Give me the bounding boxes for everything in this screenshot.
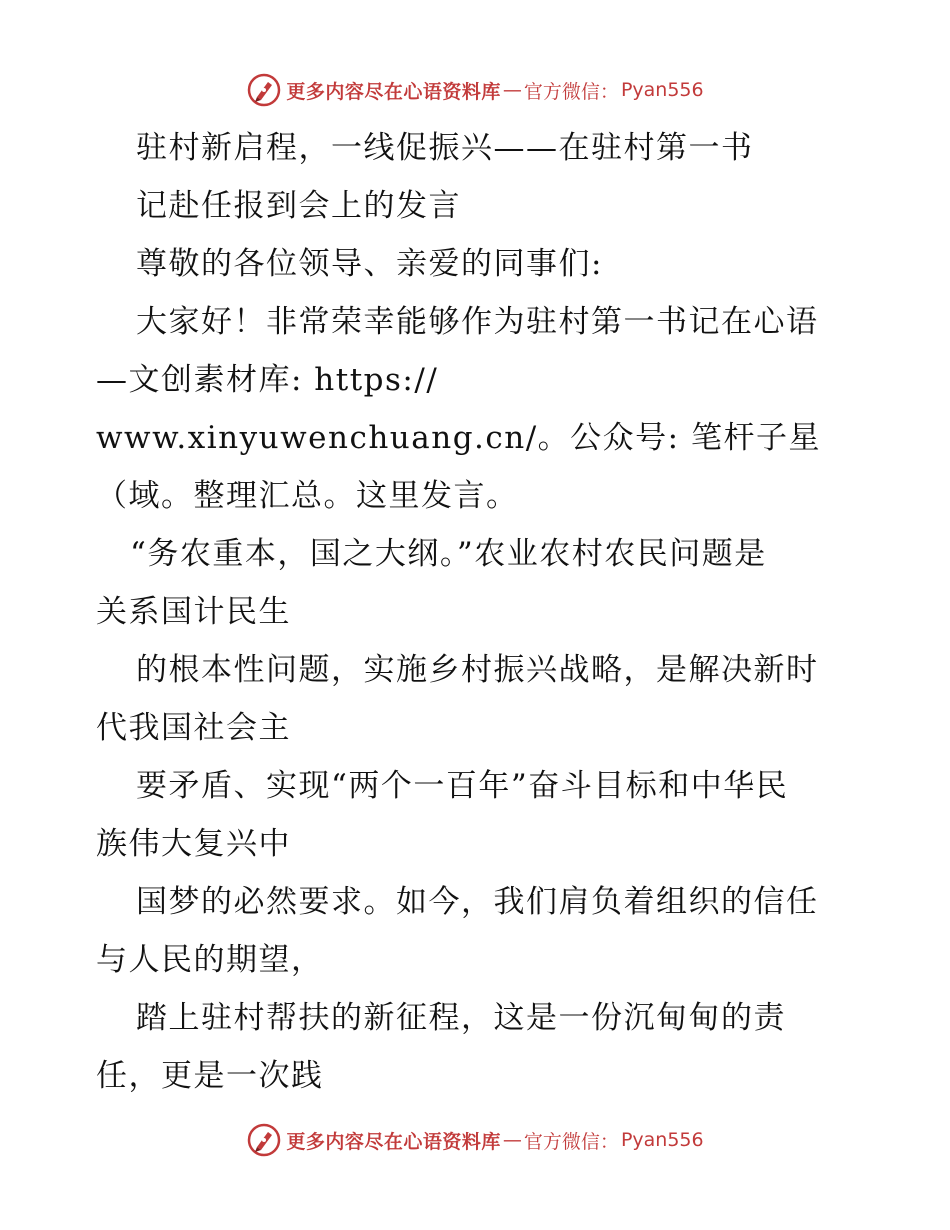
watermark-wechat-id: Pyan556 — [620, 1129, 704, 1151]
header-watermark — [0, 70, 950, 110]
paragraph-line: www.xinyuwenchuang.cn/。公众号: 笔杆子星 — [96, 420, 821, 456]
salutation: 尊敬的各位领导、亲爱的同事们: — [136, 246, 603, 282]
paragraph-line: 要矛盾、实现“两个一百年”奋斗目标和中华民 — [136, 768, 789, 804]
watermark-wechat-id: Pyan556 — [620, 79, 704, 101]
watermark-text: 更多内容尽在心语资料库 — [286, 1130, 501, 1153]
pen-logo-icon — [246, 1122, 282, 1158]
paragraph-line: 关系国计民生 — [96, 594, 291, 630]
watermark-wechat-label: 官方微信： — [523, 1130, 619, 1153]
watermark-separator: — — [502, 79, 522, 101]
watermark-wechat-label: 官方微信： — [523, 80, 619, 103]
footer-watermark — [0, 1120, 950, 1160]
paragraph-line: —文创素材库: https:// — [96, 362, 439, 398]
paragraph-line: 国梦的必然要求。如今，我们肩负着组织的信任 — [136, 884, 819, 920]
paragraph-line: 任，更是一次践 — [96, 1058, 324, 1094]
paragraph-line: 踏上驻村帮扶的新征程，这是一份沉甸甸的责 — [136, 1000, 786, 1036]
watermark-separator: — — [502, 1129, 522, 1151]
document-title-line-1: 驻村新启程，一线促振兴——在驻村第一书 — [136, 130, 754, 166]
paragraph-line: （域。整理汇总。这里发言。 — [96, 478, 519, 514]
paragraph-line: 大家好！非常荣幸能够作为驻村第一书记在心语 — [136, 304, 819, 340]
paragraph-line: 族伟大复兴中 — [96, 826, 291, 862]
watermark-text: 更多内容尽在心语资料库 — [286, 80, 501, 103]
paragraph-line: “务农重本，国之大纲。”农业农村农民问题是 — [130, 536, 767, 572]
pen-logo-icon — [246, 72, 282, 108]
document-title-line-2: 记赴任报到会上的发言 — [136, 188, 461, 224]
paragraph-line: 的根本性问题，实施乡村振兴战略，是解决新时 — [136, 652, 819, 688]
paragraph-line: 与人民的期望， — [96, 942, 324, 978]
paragraph-line: 代我国社会主 — [96, 710, 291, 746]
